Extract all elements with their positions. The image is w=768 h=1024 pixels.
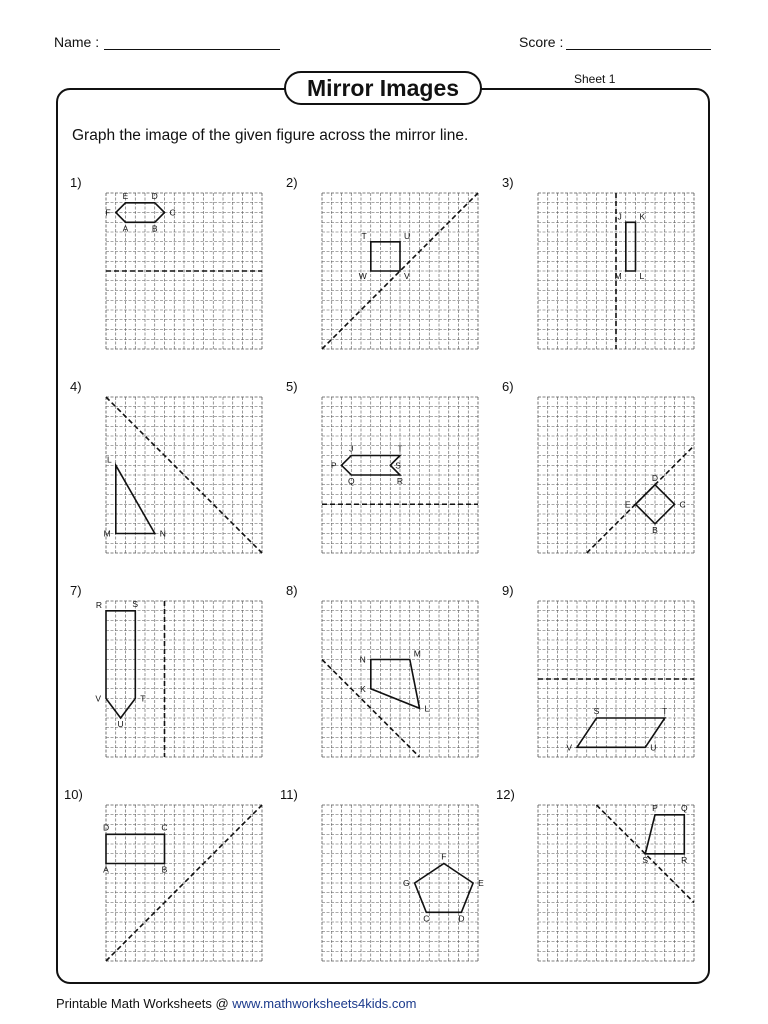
vertex-label: D (151, 190, 158, 201)
problem-number: 6) (502, 379, 514, 394)
name-field[interactable] (104, 49, 280, 50)
figure-shape (371, 660, 420, 709)
vertex-label: C (679, 499, 686, 510)
score-label: Score : (519, 34, 564, 50)
footer-prefix: Printable Math Worksheets @ (56, 996, 233, 1011)
problem-number: 11) (280, 787, 298, 802)
footer (56, 996, 416, 1011)
problem-number: 12) (496, 787, 515, 802)
vertex-label: V (404, 271, 410, 281)
worksheet-title: Mirror Images (284, 71, 482, 105)
problem-number: 5) (286, 379, 298, 394)
figure-shape (371, 242, 400, 271)
vertex-label: M (413, 648, 421, 659)
vertex-label: V (566, 742, 572, 753)
vertex-label: F (441, 851, 447, 862)
vertex-label: A (103, 864, 109, 875)
coordinate-grid[interactable] (538, 193, 694, 349)
vertex-label: C (169, 207, 176, 218)
vertex-label: W (358, 271, 367, 281)
problem-number: 3) (502, 175, 514, 190)
vertex-label: T (662, 706, 668, 716)
vertex-label: S (395, 460, 401, 471)
coordinate-grid[interactable] (538, 802, 694, 961)
figure-shape (415, 864, 474, 913)
coordinate-grid[interactable] (322, 805, 484, 961)
vertex-label: C (423, 913, 430, 924)
coordinate-grid[interactable] (322, 601, 478, 757)
problem-number: 1) (70, 175, 82, 190)
vertex-label: C (161, 822, 168, 833)
coordinate-grid[interactable] (105, 190, 262, 349)
vertex-label: D (651, 472, 659, 483)
sheet-number: Sheet 1 (574, 72, 616, 86)
vertex-label: K (360, 683, 366, 694)
vertex-label: G (403, 878, 410, 888)
vertex-label: E (478, 878, 484, 888)
vertex-label: J (617, 211, 622, 222)
vertex-label: E (122, 190, 129, 201)
vertex-label: L (424, 703, 430, 714)
problem-number: 8) (286, 583, 298, 598)
vertex-label: P (330, 460, 337, 471)
coordinate-grid[interactable] (322, 193, 478, 349)
problem-number: 2) (286, 175, 298, 190)
vertex-label: T (361, 230, 367, 241)
vertex-label: L (639, 271, 645, 281)
vertex-label: B (161, 864, 168, 875)
coordinate-grid[interactable] (538, 397, 694, 553)
vertex-label: D (458, 913, 465, 924)
vertex-label: A (122, 223, 129, 234)
vertex-label: N (359, 654, 366, 665)
figure-shape (106, 611, 135, 718)
vertex-label: V (95, 693, 101, 704)
vertex-label: B (151, 223, 158, 234)
vertex-label: B (652, 524, 658, 535)
coordinate-grid[interactable] (538, 601, 694, 757)
vertex-label: M (614, 271, 622, 281)
vertex-label: Q (680, 802, 688, 813)
vertex-label: S (593, 706, 600, 716)
vertex-label: D (102, 822, 110, 833)
instructions: Graph the image of the given figure across the mirror line. (72, 127, 469, 144)
vertex-label: P (652, 802, 658, 813)
name-label: Name : (54, 34, 100, 50)
coordinate-grid[interactable] (102, 805, 262, 961)
score-field[interactable] (566, 49, 711, 50)
vertex-label: U (404, 230, 411, 241)
vertex-label: K (639, 211, 646, 222)
figure-shape (626, 222, 636, 271)
vertex-label: R (681, 854, 688, 865)
vertex-label: T (140, 693, 146, 704)
problem-number: 10) (64, 787, 83, 802)
vertex-label: S (132, 598, 139, 609)
vertex-label: Q (347, 476, 355, 486)
vertex-label: F (105, 207, 111, 218)
vertex-label: U (117, 719, 124, 729)
coordinate-grid[interactable] (95, 598, 262, 757)
vertex-label: U (650, 742, 657, 753)
vertex-label: T (397, 443, 403, 454)
vertex-label: E (624, 499, 631, 510)
vertex-label: J (349, 443, 354, 454)
problem-number: 7) (70, 583, 82, 598)
coordinate-grid[interactable] (103, 397, 262, 553)
vertex-label: M (103, 528, 111, 539)
footer-link[interactable]: www.mathworksheets4kids.com (232, 996, 417, 1011)
vertex-label: R (396, 476, 404, 486)
coordinate-grid[interactable] (322, 397, 478, 553)
vertex-label: R (95, 599, 102, 610)
vertex-label: L (107, 454, 112, 465)
problem-number: 9) (502, 583, 514, 598)
vertex-label: S (642, 854, 649, 865)
problem-number: 4) (70, 379, 82, 394)
vertex-label: N (159, 528, 166, 539)
